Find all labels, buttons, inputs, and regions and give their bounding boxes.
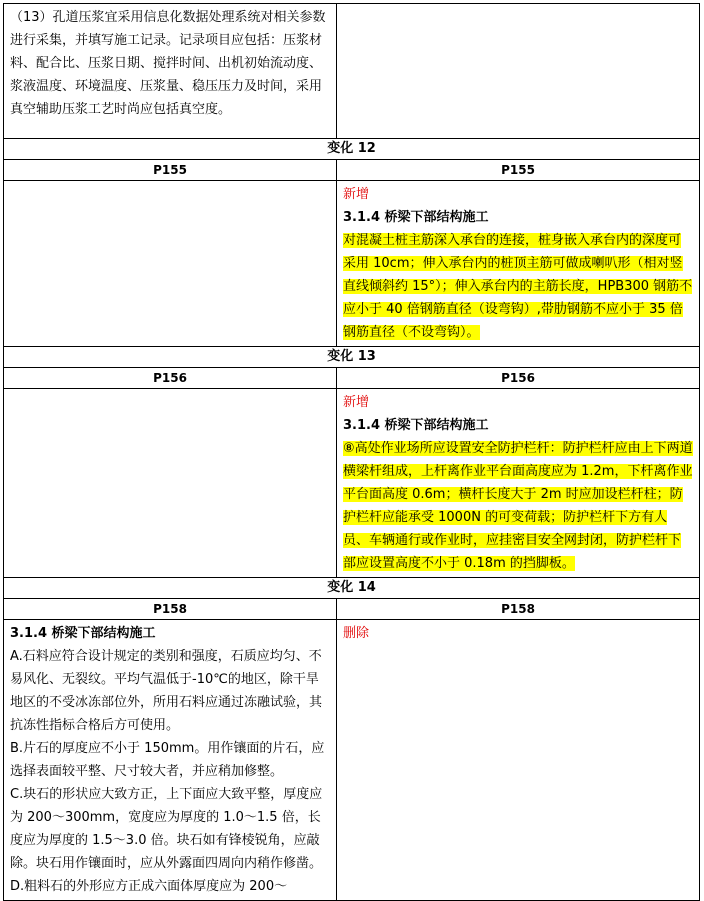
section-title: 变化 14 <box>4 578 700 599</box>
paragraph-d: D.粗料石的外形应方正成六面体厚度应为 200～ <box>10 879 288 894</box>
content-right-cell <box>337 620 700 901</box>
section-heading: 3.1.4 桥梁下部结构施工 <box>343 418 489 433</box>
deleted-tag: 删除 <box>343 626 370 641</box>
section-heading: 3.1.4 桥梁下部结构施工 <box>10 626 156 641</box>
section-row-14 <box>4 578 700 599</box>
top-left-cell <box>4 4 337 139</box>
page-row-12 <box>4 160 700 181</box>
content-right-cell <box>337 389 700 578</box>
highlighted-text: ⑧高处作业场所应设置安全防护栏杆：防护栏杆应由上下两道横梁杆组成，上杆离作业平台面高度应为 1.2m，下杆离作业平台面高度 0.6m；横杆长度大于 2m 时应加设栏杆柱；防护栏杆应能承受 1000N 的可变荷载；防护栏杆下方有人员、车辆通行或作业时，应挂密目安全网封闭，防护栏杆下部应设置高度不小于 0.18m 的挡脚板。 <box>343 441 693 571</box>
paragraph-b: B.片石的厚度应不小于 150mm。用作镶面的片石，应选择表面较平整、尺寸较大者，并应稍加修整。 <box>10 741 325 779</box>
page-label-left: P156 <box>4 368 337 389</box>
content-row-13 <box>4 389 700 578</box>
page-label-left: P158 <box>4 599 337 620</box>
top-left-text: （13）孔道压浆宜采用信息化数据处理系统对相关参数进行采集，并填写施工记录。记录项目应包括：压浆材料、配合比、压浆日期、搅拌时间、出机初始流动度、浆液温度、环境温度、压浆量、稳压压力及时间，采用真空辅助压浆工艺时尚应包括真空度。 <box>10 10 326 117</box>
section-title: 变化 13 <box>4 347 700 368</box>
content-right-cell <box>337 181 700 347</box>
content-left-cell <box>4 620 337 901</box>
section-heading: 3.1.4 桥梁下部结构施工 <box>343 210 489 225</box>
top-right-cell <box>337 4 700 139</box>
page-label-right: P158 <box>337 599 700 620</box>
comparison-table <box>3 3 700 901</box>
content-left-cell <box>4 389 337 578</box>
page-row-14 <box>4 599 700 620</box>
section-title: 变化 12 <box>4 139 700 160</box>
paragraph-c: C.块石的形状应大致方正，上下面应大致平整，厚度应为 200～300mm，宽度应为厚度的 1.0～1.5 倍，长度应为厚度的 1.5～3.0 倍。块石如有锋棱锐角，应敲除。块石用作镶面时，应从外露面四周向内稍作修凿。 <box>10 787 323 871</box>
section-row-13 <box>4 347 700 368</box>
top-row <box>4 4 700 139</box>
paragraph-a: A.石料应符合设计规定的类别和强度，石质应均匀、不易风化、无裂纹。平均气温低于-10℃的地区，除干旱地区的不受冰冻部位外，所用石料应通过冻融试验，其抗冻性指标合格后方可使用。 <box>10 649 323 733</box>
highlighted-text: 对混凝土桩主筋深入承台的连接，桩身嵌入承台内的深度可采用 10cm；伸入承台内的桩顶主筋可做成喇叭形（相对竖直线倾斜约 15°）；伸入承台内的主筋长度，HPB300 钢筋不应小于 40 倍钢筋直径（设弯钩）,带肋钢筋不应小于 35 倍钢筋直径（不设弯钩）。 <box>343 233 693 340</box>
page-label-right: P156 <box>337 368 700 389</box>
content-row-12 <box>4 181 700 347</box>
content-row-14 <box>4 620 700 901</box>
page-label-left: P155 <box>4 160 337 181</box>
added-tag: 新增 <box>343 187 370 202</box>
added-tag: 新增 <box>343 395 370 410</box>
page-label-right: P155 <box>337 160 700 181</box>
content-left-cell <box>4 181 337 347</box>
page-row-13 <box>4 368 700 389</box>
section-row-12 <box>4 139 700 160</box>
